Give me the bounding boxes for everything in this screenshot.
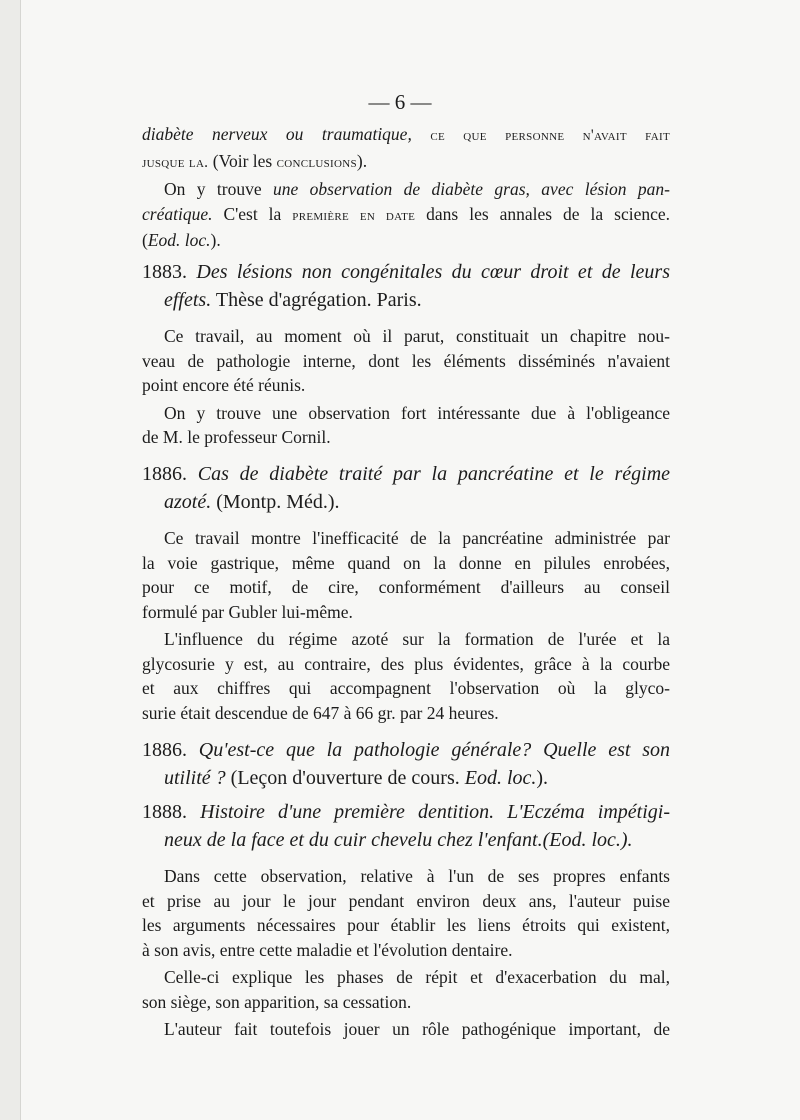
entry-body-1883: Ce travail, au moment où il parut, constituait un chapitre nou- veau de pathologie interne, dont les éléments disséminés n'avaient point encore été réunis. On y trouve une observation fort intéressante due à l'obligeance de M. le professeur Cornil. [142,326,670,447]
entry-heading-1888: 1888. Histoire d'une première dentition. L'Eczéma impétigi- neux de la face et du cuir chevelu chez l'enfant.(Eod. loc.). [142,801,671,851]
entry-title: Histoire d'une première dentition. L'Eczéma impétigi- [200,801,671,823]
intro-line: On y trouve une observation de diabète gras, avec lésion pan- [164,179,670,199]
entry-title: Qu'est-ce que la pathologie générale? Quelle est son [198,739,670,761]
entry-title: Des lésions non congénitales du cœur droit et de leurs [196,261,671,283]
entry-year: 1888. [142,801,187,823]
intro-line: créatique. C'est la première en date dans les annales de la science. [142,203,670,224]
page-number: — 6 — [368,90,432,114]
entry-body-1888: Dans cette observation, relative à l'un de ses propres enfants et prise au jour le jour pendant environ deux ans, l'auteur puise les arguments nécessaires pour établir les liens étroits qui existent, à son avis, entre cette maladie et l'évolution dentaire. Celle-ci explique les phases de répit et d'exacerbation du mal, son siège, son apparition, sa cessation. L'auteur fait toutefois jouer un rôle pathogénique important, de [142,866,670,1039]
intro-paragraph [142,122,670,253]
entry-heading-1883: 1883. Des lésions non congénitales du cœur droit et de leurs effets. Thèse d'agrégation. Paris. [142,261,671,311]
entry-year: 1886. [142,463,187,485]
entry-year: 1886. [142,739,187,761]
intro-line: jusque la. (Voir les conclusions). [142,150,368,171]
entry-year: 1883. [142,261,187,283]
intro-line: diabète nerveux ou traumatique, ce que personne n'avait fait [142,124,670,144]
intro-line: (Eod. loc.). [142,230,221,250]
entry-body-1886-pancreatine: Ce travail montre l'inefficacité de la pancréatine administrée par la voie gastrique, même quand on la donne en pilules enrobées, pour ce motif, de cire, conformément d'ailleurs au conseil formulé par Gubler lui-même. L'influence du régime azoté sur la formation de l'urée et la glycosurie y est, au contraire, des plus évidentes, grâce à la courbe et aux chiffres qui accompagnent l'observation où la glyco- surie était descendue de 647 à 66 gr. par 24 heures. [142,528,670,723]
entry-heading-1886-pathologie: 1886. Qu'est-ce que la pathologie générale? Quelle est son utilité ? (Leçon d'ouverture de cours. Eod. loc.). [142,739,670,789]
entry-heading-1886-pancreatine: 1886. Cas de diabète traité par la pancréatine et le régime azoté. (Montp. Méd.). [142,463,671,513]
entry-title: Cas de diabète traité par la pancréatine et le régime [197,463,671,485]
